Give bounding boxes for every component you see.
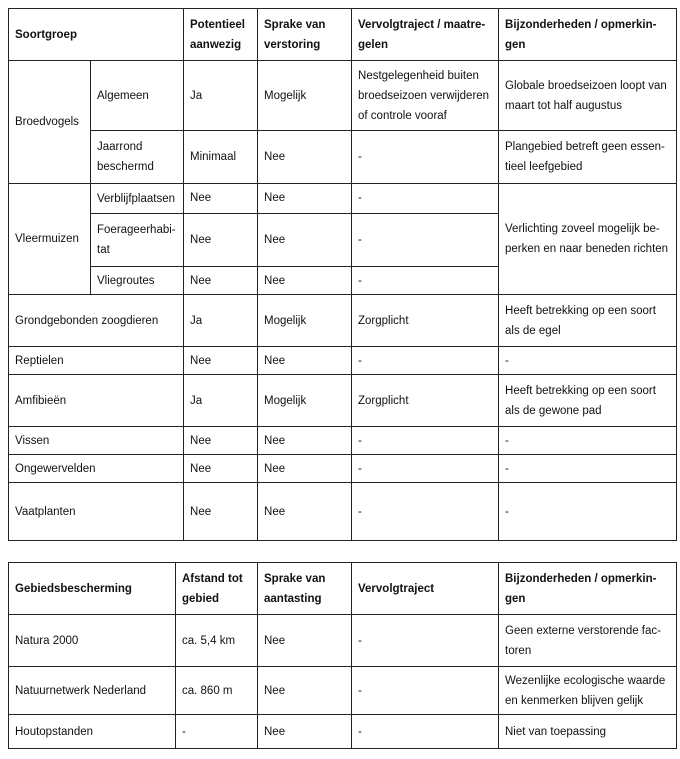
- area-name: Natura 2000: [9, 615, 176, 667]
- distance-value: -: [176, 715, 258, 749]
- notes-value: Heeft betrekking op een soort als de gewone pad: [499, 375, 677, 427]
- header-afstand-tot-gebied: Afstand tot gebied: [176, 563, 258, 615]
- header-potentieel-aanwezig: Potentieel aanwezig: [184, 9, 258, 61]
- followup-value: Zorgplicht: [352, 375, 499, 427]
- followup-value: Nestgelegenheid buiten broedseizoen verwijderen of controle vooraf: [352, 61, 499, 131]
- notes-value: -: [499, 455, 677, 483]
- subgroup-foerageerhabitat: Foerageerhabi-tat: [91, 214, 184, 267]
- followup-value: -: [352, 667, 499, 715]
- notes-value: -: [499, 427, 677, 455]
- notes-vleermuizen: Verlichting zoveel mogelijk be-perken en naar beneden richten: [499, 184, 677, 295]
- followup-value: -: [352, 427, 499, 455]
- table-row: [9, 184, 677, 214]
- header-bijzonderheden: Bijzonderheden / opmerkin- gen: [499, 563, 677, 615]
- followup-value: -: [352, 214, 499, 267]
- disturbance-value: Nee: [258, 214, 352, 267]
- distance-value: ca. 860 m: [176, 667, 258, 715]
- subgroup-verblijfplaatsen: Verblijfplaatsen: [91, 184, 184, 214]
- area-table-header: [9, 563, 677, 615]
- header-soortgroep: Soortgroep: [9, 9, 184, 61]
- present-value: Minimaal: [184, 131, 258, 184]
- table-row: [9, 715, 677, 749]
- impact-value: Nee: [258, 667, 352, 715]
- area-name: Houtopstanden: [9, 715, 176, 749]
- notes-value: Globale broedseizoen loopt van maart tot half augustus: [499, 61, 677, 131]
- notes-value: Plangebied betreft geen essen-tieel leefgebied: [499, 131, 677, 184]
- present-value: Nee: [184, 184, 258, 214]
- disturbance-value: Nee: [258, 184, 352, 214]
- followup-value: Zorgplicht: [352, 295, 499, 347]
- group-name: Vissen: [9, 427, 184, 455]
- species-table: [8, 8, 677, 541]
- group-broedvogels: Broedvogels: [9, 61, 91, 184]
- group-name: Reptielen: [9, 347, 184, 375]
- table-row: [9, 667, 677, 715]
- disturbance-value: Nee: [258, 131, 352, 184]
- notes-value: Heeft betrekking op een soort als de egel: [499, 295, 677, 347]
- followup-value: -: [352, 267, 499, 295]
- table-row: [9, 347, 677, 375]
- impact-value: Nee: [258, 715, 352, 749]
- subgroup-vliegroutes: Vliegroutes: [91, 267, 184, 295]
- species-table-header: [9, 9, 677, 61]
- group-name: Amfibieën: [9, 375, 184, 427]
- table-row: [9, 615, 677, 667]
- disturbance-value: Nee: [258, 455, 352, 483]
- table-row: [9, 295, 677, 347]
- disturbance-value: Mogelijk: [258, 375, 352, 427]
- followup-value: -: [352, 615, 499, 667]
- followup-value: -: [352, 455, 499, 483]
- notes-value: Niet van toepassing: [499, 715, 677, 749]
- group-name: Ongewervelden: [9, 455, 184, 483]
- header-bijzonderheden: Bijzonderheden / opmerkin- gen: [499, 9, 677, 61]
- notes-value: Wezenlijke ecologische waarde en kenmerken blijven gelijk: [499, 667, 677, 715]
- table-row: [9, 131, 677, 184]
- header-vervolgtraject: Vervolgtraject: [352, 563, 499, 615]
- disturbance-value: Mogelijk: [258, 295, 352, 347]
- present-value: Nee: [184, 427, 258, 455]
- present-value: Ja: [184, 295, 258, 347]
- table-row: [9, 455, 677, 483]
- followup-value: -: [352, 483, 499, 541]
- present-value: Nee: [184, 347, 258, 375]
- header-sprake-van-aantasting: Sprake van aantasting: [258, 563, 352, 615]
- present-value: Ja: [184, 61, 258, 131]
- group-name: Vaatplanten: [9, 483, 184, 541]
- present-value: Nee: [184, 214, 258, 267]
- area-name: Natuurnetwerk Nederland: [9, 667, 176, 715]
- present-value: Nee: [184, 483, 258, 541]
- impact-value: Nee: [258, 615, 352, 667]
- table-row: [9, 61, 677, 131]
- followup-value: -: [352, 715, 499, 749]
- followup-value: -: [352, 184, 499, 214]
- area-protection-table: [8, 562, 677, 749]
- present-value: Ja: [184, 375, 258, 427]
- table-row: [9, 375, 677, 427]
- subgroup-algemeen: Algemeen: [91, 61, 184, 131]
- group-vleermuizen: Vleermuizen: [9, 184, 91, 295]
- disturbance-value: Nee: [258, 347, 352, 375]
- table-row: [9, 483, 677, 541]
- notes-value: -: [499, 347, 677, 375]
- subgroup-jaarrond-beschermd: Jaarrond beschermd: [91, 131, 184, 184]
- followup-value: -: [352, 347, 499, 375]
- disturbance-value: Nee: [258, 427, 352, 455]
- present-value: Nee: [184, 267, 258, 295]
- notes-value: Geen externe verstorende fac-toren: [499, 615, 677, 667]
- disturbance-value: Mogelijk: [258, 61, 352, 131]
- header-vervolgtraject-maatregelen: Vervolgtraject / maatre- gelen: [352, 9, 499, 61]
- disturbance-value: Nee: [258, 267, 352, 295]
- header-sprake-van-verstoring: Sprake van verstoring: [258, 9, 352, 61]
- present-value: Nee: [184, 455, 258, 483]
- notes-value: -: [499, 483, 677, 541]
- disturbance-value: Nee: [258, 483, 352, 541]
- distance-value: ca. 5,4 km: [176, 615, 258, 667]
- header-gebiedsbescherming: Gebiedsbescherming: [9, 563, 176, 615]
- table-row: [9, 427, 677, 455]
- followup-value: -: [352, 131, 499, 184]
- group-name: Grondgebonden zoogdieren: [9, 295, 184, 347]
